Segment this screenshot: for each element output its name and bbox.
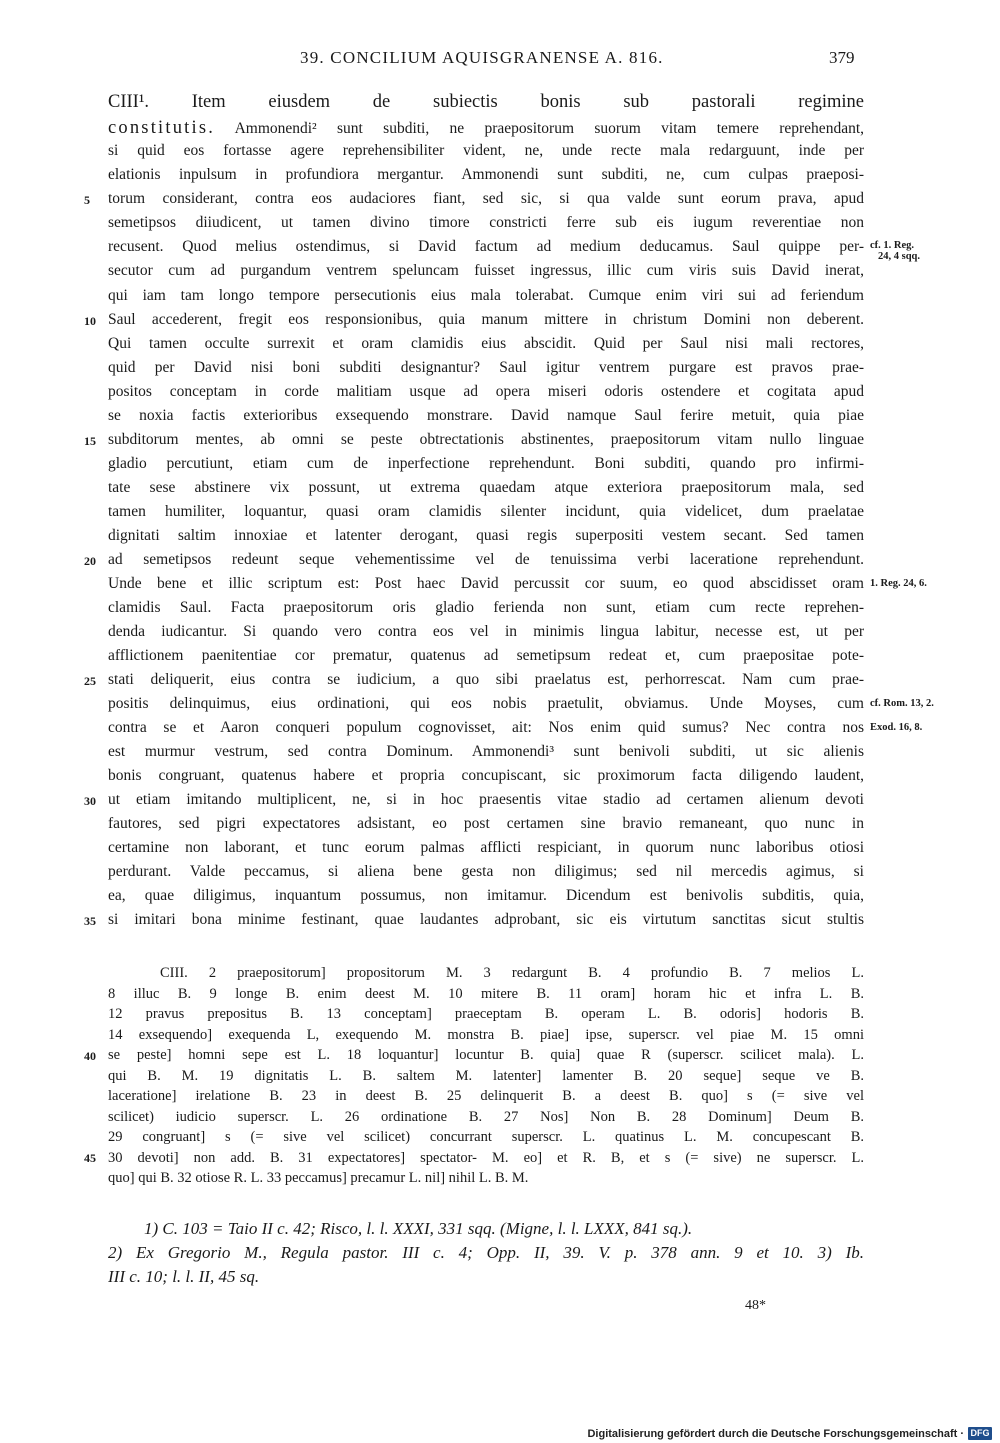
- chapter-title-tail: constitutis.: [108, 118, 216, 138]
- apparatus-line: quo] qui B. 32 otiose R. L. 33 peccamus] precamur L. nil] nihil L. B. M.: [108, 1170, 529, 1186]
- text-line: stati deliquerit, eius contra se iudicium, a quo sibi praelatus est, perhorrescat. Nam cum prae-: [108, 671, 864, 688]
- text-line: ea, quae diligimus, inquantum possumus, non imitamur. Dicendum est benivolis subditis, quia,: [108, 887, 864, 904]
- line-number: 30: [84, 794, 96, 808]
- apparatus-line: scilicet) iudicio superscr. L. 26 ordinatione B. 27 Nos] Non B. 28 Dominum] Deum B.: [108, 1109, 864, 1125]
- text-line: positis delinquimus, eius ordinationi, qui eos nobis praetulit, obviamus. Unde Moyses, cum: [108, 695, 864, 712]
- text-line: ut etiam imitando multiplicent, ne, si in hoc praesentis vitae stadio ad certamen alienum devoti: [108, 791, 864, 808]
- text-line: denda iudicantur. Si quando vero contra eos vel in minimis lingua labitur, necesse est, ut per: [108, 623, 864, 640]
- text-line: subditorum mentes, ab omni se peste obtrectationis abstinentes, praepositorum vitam nullo linguae: [108, 431, 864, 448]
- apparatus-line: 29 congruant] s (= sive vel scilicet) concurrant superscr. L. quatinus L. M. concupescant B.: [108, 1129, 864, 1145]
- text-line: dignitati saltim innoxiae et latenter derogant, quasi regis superpositi vestem secant. Sed tamen: [108, 527, 864, 544]
- running-title: 39. CONCILIUM AQUISGRANENSE A. 816.: [300, 48, 664, 67]
- text-line: Saul accederent, fregit eos responsionibus, quia manum mittere in christum Domini non deberent.: [108, 311, 864, 328]
- line-number: 45: [84, 1151, 96, 1165]
- page-number: 379: [829, 48, 855, 67]
- footnote-line: 1) C. 103 = Taio II c. 42; Risco, l. l. XXXI, 331 sqq. (Migne, l. l. LXXX, 841 sq.).: [144, 1219, 693, 1238]
- signature-mark: 48*: [745, 1298, 766, 1313]
- line-number: 5: [84, 193, 90, 207]
- footnote-line: 2) Ex Gregorio M., Regula pastor. III c. 4; Opp. II, 39. V. p. 378 ann. 9 et 10. 3) Ib.: [108, 1243, 864, 1262]
- text-line: si quid eos fortasse agere reprehensibiliter vident, ne, unde recte mala redarguunt, inde per: [108, 142, 864, 159]
- funding-footer: [0, 1424, 1000, 1443]
- text-line: clamidis Saul. Facta praepositorum oris gladio ferienda non sunt, etiam cum recte reprehen-: [108, 599, 864, 616]
- margin-reference: 1. Reg. 24, 6.: [870, 578, 927, 589]
- dfg-logo-icon: DFG: [968, 1427, 992, 1440]
- apparatus-line: qui B. M. 19 dignitatis L. B. saltem M. latenter] lamenter B. 20 seque] seque ve B.: [108, 1068, 864, 1084]
- text-line: perdurant. Valde peccamus, si aliena bene gesta non diligimus; sed nil mercedis agimus, si: [108, 863, 864, 880]
- text-line: est murmur vestrum, sed contra Dominum. Ammonendi³ sunt benivoli subditi, ut sic alienis: [108, 743, 864, 760]
- apparatus-line: 8 illuc B. 9 longe B. enim deest M. 10 mitere B. 11 oram] horam hic et infra L. B.: [108, 986, 864, 1002]
- text-line: Unde bene et illic scriptum est: Post haec David percussit cor suum, eo quod abscidisset oram: [108, 575, 864, 592]
- text-line: qui iam tam longo tempore persecutionis eius mala tolerabat. Cumque enim viri sui ad feriendum: [108, 287, 864, 304]
- text-line: positos conceptam in corde malitiam usque ad opera miseri odoris ostendere et cogitata apud: [108, 383, 864, 400]
- line-number: 15: [84, 434, 96, 448]
- apparatus-line: laceratione] irelatione B. 23 in deest B. 25 delinquerit B. a deest B. quo] s (= sive vel: [108, 1088, 864, 1104]
- text-line: fautores, sed pigri expectatores adsistant, eo post certamen sine bravio remaneant, quo nunc in: [108, 815, 864, 832]
- line-number: 40: [84, 1049, 96, 1063]
- text-line: semetipsos diiudicent, ut tamen divino timore constricti ferre sub eis iugum reverentiae non: [108, 214, 864, 231]
- text-line: torum considerant, contra eos audaciores fiant, sed sic, si qua valde sunt eorum prava, apud: [108, 190, 864, 207]
- text-line: tate sese abstinere vix possunt, ut extrema quaedam atque exteriora praepositorum mala, sed: [108, 479, 864, 496]
- apparatus-line: 12 pravus prepositus B. 13 conceptam] praeceptam B. operam L. B. odoris] hodoris B.: [108, 1006, 864, 1022]
- margin-reference: cf. Rom. 13, 2.: [870, 698, 934, 709]
- text-line: Ammonendi² sunt subditi, ne praepositorum suorum vitam temere reprehendant,: [234, 120, 864, 137]
- text-line: si imitari bona minime festinant, quae laudantes adprobant, sic eis virtutum sanctitas sicut stultis: [108, 911, 864, 928]
- text-line: tamen humiliter, loquantur, quasi oram clamidis silenter incidunt, quia videlicet, dum praelatae: [108, 503, 864, 520]
- margin-reference: cf. 1. Reg. 24, 4 sqq.: [870, 240, 921, 262]
- text-line: quid per David nisi boni subditi designantur? Saul igitur ventrem purgare est pravos prae-: [108, 359, 864, 376]
- apparatus-line: 14 exsequendo] exequenda L, exequendo M. monstra B. piae] ipse, superscr. vel piae M. 15 omni: [108, 1027, 864, 1043]
- text-line: se noxia factis exterioribus exsequendo monstrare. David namque Saul ferire metuit, quia piae: [108, 407, 864, 424]
- text-line: ad semetipsos redeunt seque vehementissime vel de tenuissima verbi laceratione reprehendunt.: [108, 551, 864, 568]
- footnote-line: III c. 10; l. l. II, 45 sq.: [108, 1267, 260, 1286]
- text-line: Qui tamen occulte surrexit et oram clamidis eius abscidit. Quid per Saul nisi mali rectores,: [108, 335, 864, 352]
- line-number: 35: [84, 914, 96, 928]
- running-header: [0, 48, 1000, 72]
- text-line: contra se et Aaron conqueri populum cognovisset, ait: Nos enim quid sumus? Nec contra nos: [108, 719, 864, 736]
- apparatus-line: CIII. 2 praepositorum] propositorum M. 3 redargunt B. 4 profundio B. 7 melios L.: [160, 965, 864, 981]
- text-line: bonis congruant, quatenus habere et propria concupiscant, sic proximorum facta diligendo laudent,: [108, 767, 864, 784]
- text-line: secutor cum ad purgandum ventrem speluncam fuisset ingressus, illic cum viris suis David inerat,: [108, 262, 864, 279]
- apparatus-line: 30 devoti] non add. B. 31 expectatores] spectator- M. eo] et R. B, et s (= sive) ne superscr. L.: [108, 1150, 864, 1166]
- text-line: elationis inpulsum in profundiora mergantur. Ammonendi sunt subditi, ne, cum culpas praeposi-: [108, 166, 864, 183]
- line-number: 10: [84, 314, 96, 328]
- margin-reference: Exod. 16, 8.: [870, 722, 923, 733]
- chapter-title-line: CIII¹. Item eiusdem de subiectis bonis sub pastorali regimine: [108, 92, 864, 112]
- line-number: 25: [84, 674, 96, 688]
- text-line: gladio percutiunt, etiam cum de inperfectione reprehendunt. Boni subditi, quando pro infirmi-: [108, 455, 864, 472]
- text-line: afflictionem paenitentiae cor prematur, quatenus ad semetipsum redeat et, cum praepositae pote-: [108, 647, 864, 664]
- text-line: certamine non laborant, et tunc eorum palmas afflicti respiciant, in quorum nunc laboribus otiosi: [108, 839, 864, 856]
- chapter-title-line-2: [108, 117, 864, 139]
- line-number: 20: [84, 554, 96, 568]
- text-line: recusent. Quod melius ostendimus, si David factum ad medium deducamus. Saul quippe per-: [108, 238, 864, 255]
- funding-text: Digitalisierung gefördert durch die Deutsche Forschungsgemeinschaft ·: [587, 1428, 964, 1440]
- apparatus-line: se peste] homni sepe est L. 18 loquantur] locuntur B. quia] quae R (superscr. scilicet mala). L.: [108, 1047, 864, 1063]
